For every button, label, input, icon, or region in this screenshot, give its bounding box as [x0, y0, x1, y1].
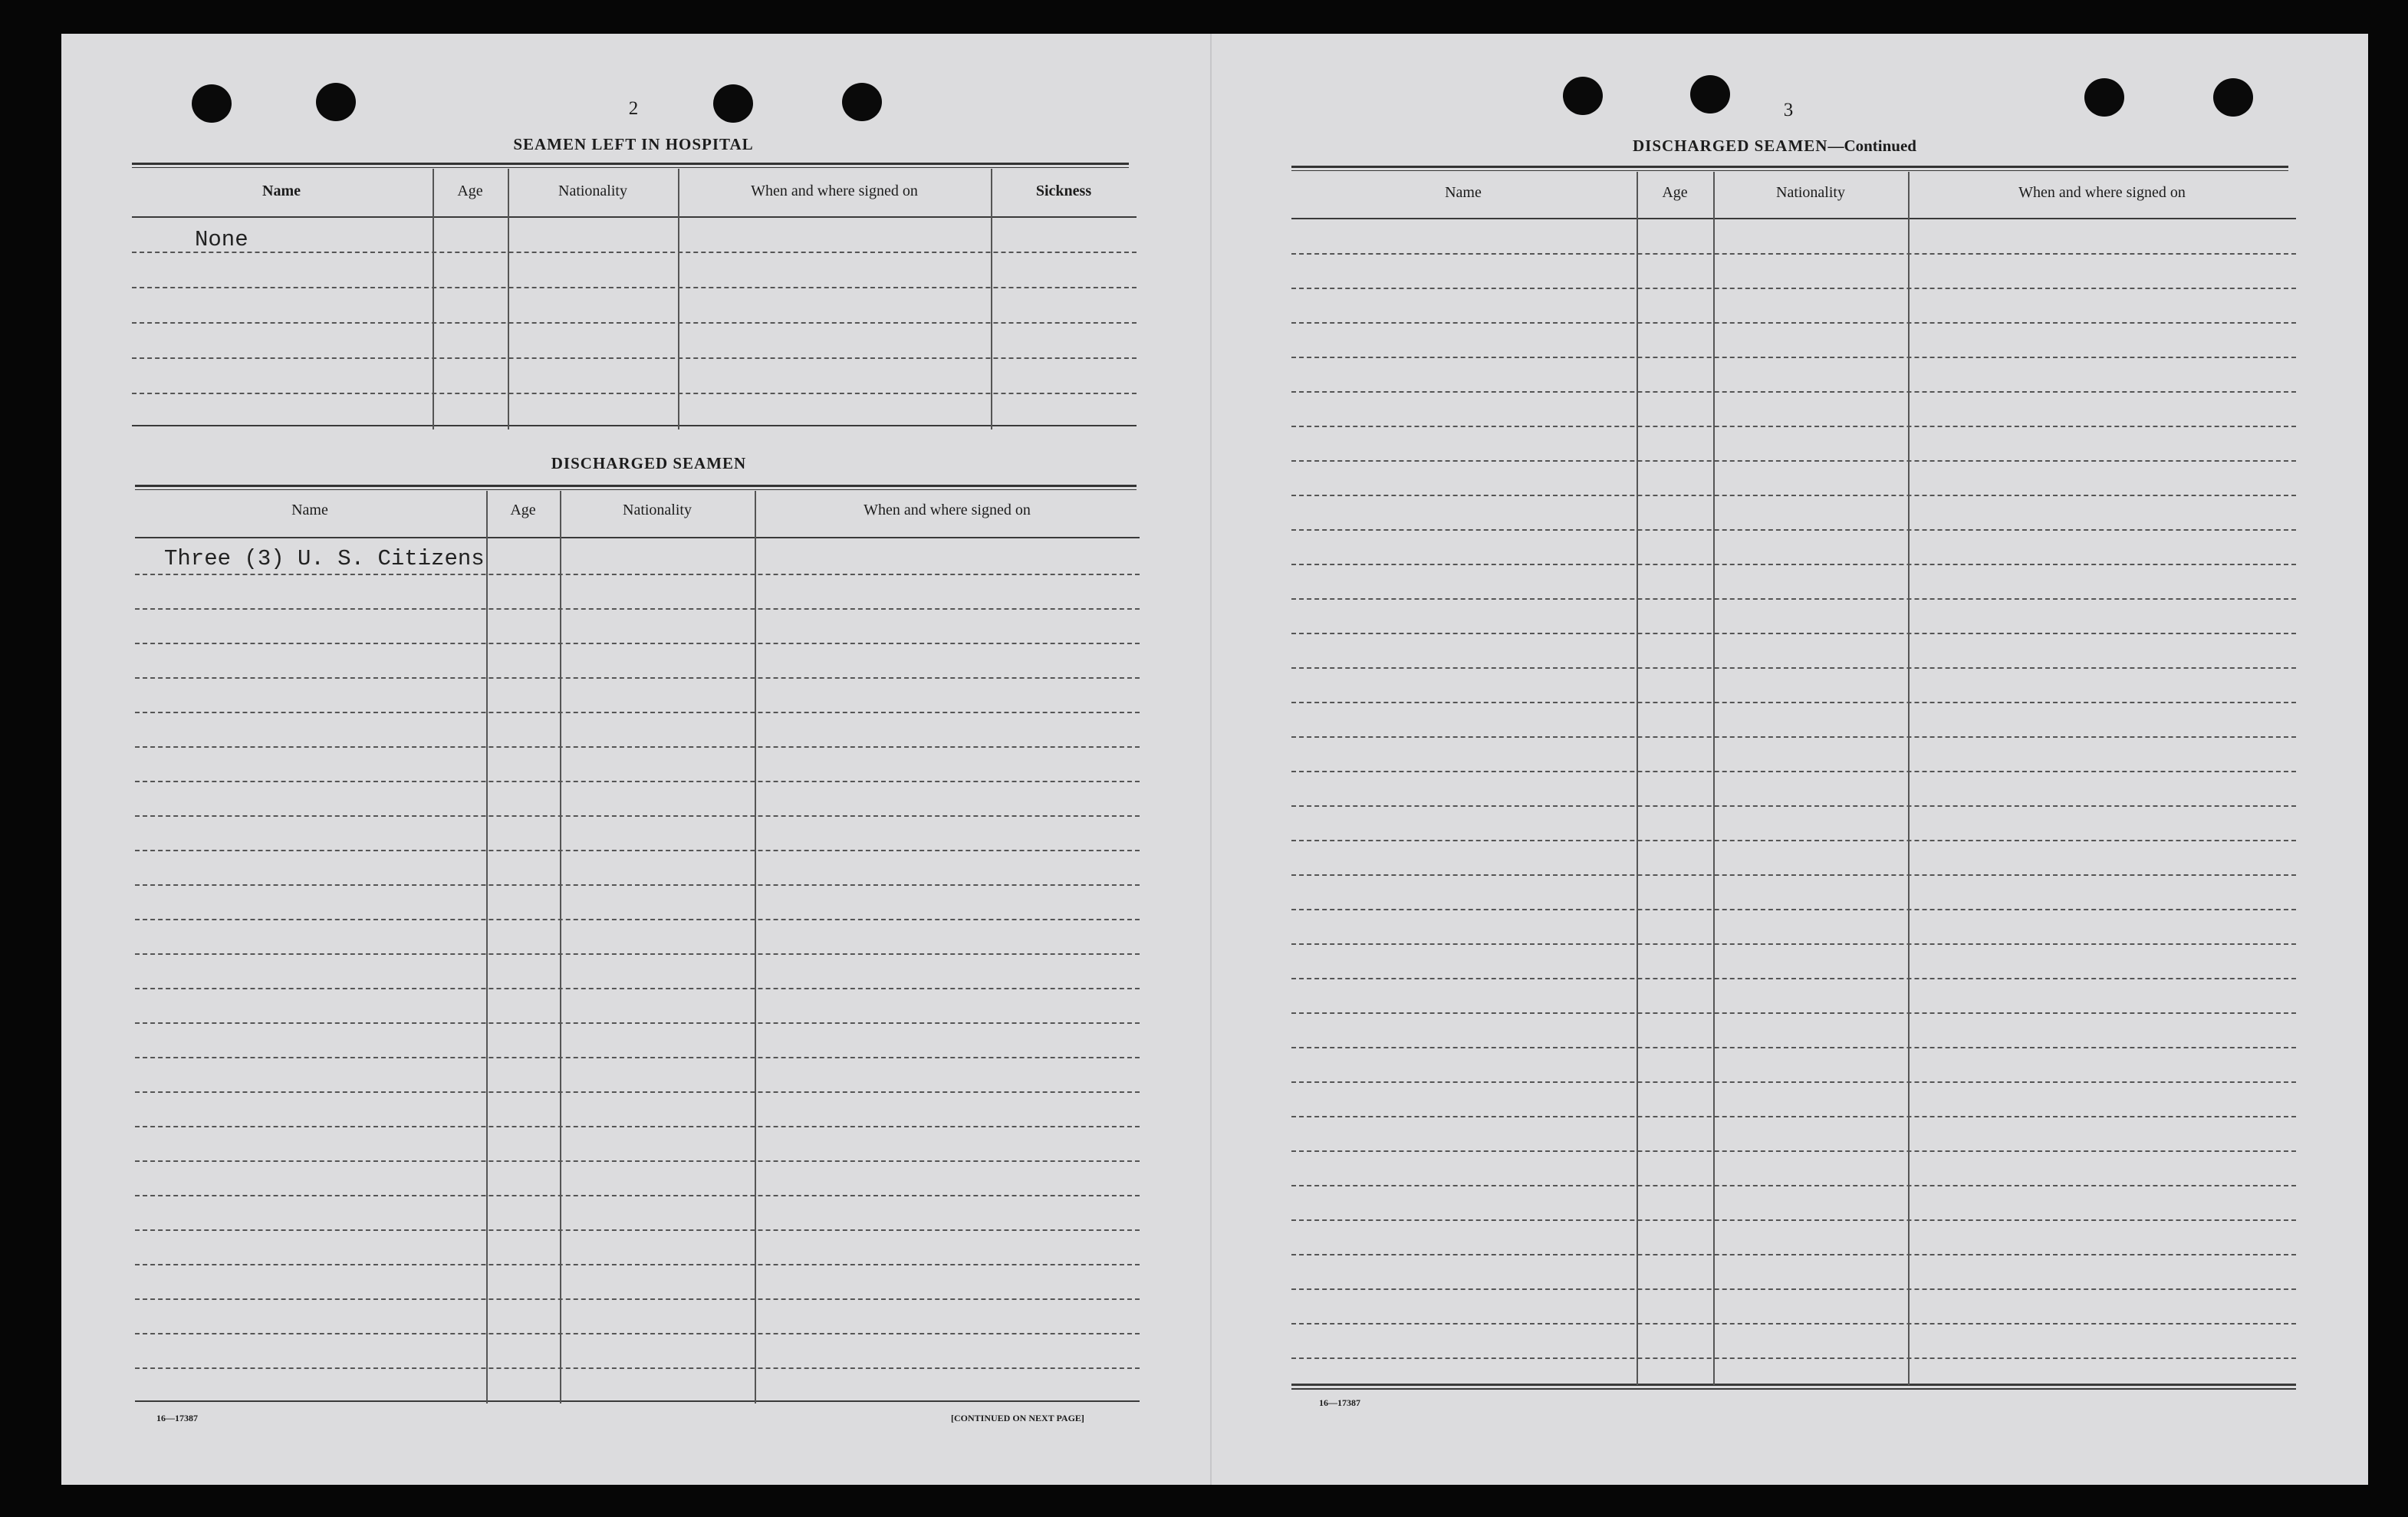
discharged-header-rule	[135, 485, 1137, 490]
column-header-signed-on: When and where signed on	[751, 183, 918, 199]
table-row	[135, 1160, 1140, 1162]
table-row	[1291, 322, 2296, 324]
hospital-section-title: SEAMEN LEFT IN HOSPITAL	[513, 135, 754, 153]
column-header-nationality: Nationality	[623, 502, 692, 518]
table-row	[135, 953, 1140, 955]
hospital-table	[132, 169, 1137, 433]
column-header-signed-on: When and where signed on	[2018, 184, 2186, 201]
column-header-name: Name	[291, 502, 328, 518]
table-row	[1291, 805, 2296, 807]
table-row	[132, 287, 1137, 288]
table-row	[1291, 978, 2296, 979]
column-divider	[1637, 172, 1638, 1385]
table-row	[1291, 1081, 2296, 1083]
column-header-age: Age	[1662, 184, 1688, 201]
header-underline	[1291, 218, 2296, 219]
table-row	[135, 850, 1140, 851]
table-row	[1291, 771, 2296, 772]
table-row	[132, 393, 1137, 394]
punch-hole	[192, 84, 232, 123]
header-underline	[132, 216, 1137, 218]
column-divider	[755, 491, 756, 1403]
column-header-name: Name	[262, 183, 301, 199]
column-header-signed-on: When and where signed on	[864, 502, 1031, 518]
table-row	[135, 712, 1140, 713]
title-suffix: —Continued	[1827, 137, 1916, 155]
table-row	[1291, 426, 2296, 427]
punch-hole	[713, 84, 753, 123]
punch-hole	[316, 83, 356, 121]
form-number-left: 16—17387	[156, 1413, 198, 1423]
table-row	[135, 1126, 1140, 1127]
discharged-entry-text: Three (3) U. S. Citizens	[164, 546, 485, 571]
punch-hole	[2084, 78, 2124, 117]
punch-hole	[2213, 78, 2253, 117]
table-row	[135, 1229, 1140, 1231]
form-number-right: 16—17387	[1319, 1397, 1360, 1408]
table-row	[1291, 909, 2296, 910]
column-divider	[1713, 172, 1715, 1385]
table-row	[135, 815, 1140, 817]
table-row	[135, 1264, 1140, 1265]
title-main: DISCHARGED SEAMEN	[1633, 137, 1828, 155]
table-row	[1291, 598, 2296, 600]
table-row	[132, 357, 1137, 359]
table-row	[135, 1298, 1140, 1300]
table-bottom-rule	[1291, 1388, 2296, 1390]
table-row	[1291, 840, 2296, 841]
table-row	[135, 1022, 1140, 1024]
column-divider	[486, 491, 488, 1403]
table-row	[1291, 633, 2296, 634]
table-row	[1291, 702, 2296, 703]
punch-hole	[842, 83, 882, 121]
column-divider	[1908, 172, 1910, 1385]
column-header-age: Age	[457, 183, 483, 199]
table-row	[135, 643, 1140, 644]
table-row	[1291, 460, 2296, 462]
table-row	[135, 781, 1140, 782]
table-row	[135, 919, 1140, 920]
table-row	[1291, 1254, 2296, 1255]
column-divider	[508, 169, 509, 429]
table-row	[135, 1333, 1140, 1334]
table-row	[1291, 943, 2296, 945]
table-row	[1291, 1047, 2296, 1048]
continued-note: [CONTINUED ON NEXT PAGE]	[951, 1413, 1084, 1423]
table-bottom-rule	[135, 1400, 1140, 1402]
table-row	[1291, 564, 2296, 565]
column-divider	[991, 169, 992, 429]
continued-header-rule	[1291, 166, 2288, 171]
table-row	[1291, 874, 2296, 876]
table-row	[135, 1195, 1140, 1196]
table-row	[1291, 357, 2296, 358]
discharged-continued-table	[1291, 172, 2296, 1399]
punch-hole	[1690, 75, 1730, 114]
table-row	[1291, 391, 2296, 393]
header-underline	[135, 537, 1140, 538]
column-header-age: Age	[510, 502, 536, 518]
table-row	[135, 988, 1140, 989]
table-bottom-rule	[1291, 1384, 2296, 1386]
table-row	[1291, 253, 2296, 255]
table-row	[1291, 1012, 2296, 1014]
table-row	[1291, 1357, 2296, 1359]
table-bottom-rule	[132, 425, 1137, 426]
table-row	[135, 1091, 1140, 1093]
column-divider	[678, 169, 679, 429]
column-header-sickness: Sickness	[1035, 183, 1092, 199]
column-divider	[433, 169, 434, 429]
page-number-right: 3	[1783, 100, 1794, 120]
table-row	[1291, 288, 2296, 289]
table-row	[1291, 1116, 2296, 1117]
table-row	[135, 608, 1140, 610]
table-row	[135, 746, 1140, 748]
page-fold	[1210, 34, 1212, 1485]
table-row	[1291, 1150, 2296, 1152]
column-divider	[560, 491, 561, 1403]
column-header-name: Name	[1445, 184, 1482, 201]
table-row	[132, 252, 1137, 253]
discharged-section-title: DISCHARGED SEAMEN	[551, 454, 747, 472]
table-row	[132, 322, 1137, 324]
hospital-entry-text: None	[195, 227, 248, 252]
discharged-continued-title	[1544, 137, 2005, 156]
table-row	[1291, 667, 2296, 669]
table-row	[1291, 1185, 2296, 1186]
table-row	[1291, 1219, 2296, 1221]
page-number-left: 2	[628, 98, 639, 119]
punch-hole	[1563, 77, 1603, 115]
table-row	[135, 574, 1140, 575]
table-row	[135, 884, 1140, 886]
table-row	[135, 1057, 1140, 1058]
table-row	[1291, 736, 2296, 738]
table-row	[1291, 1288, 2296, 1290]
column-header-nationality: Nationality	[1776, 184, 1845, 201]
discharged-table	[135, 491, 1140, 1411]
table-row	[1291, 529, 2296, 531]
table-row	[1291, 1323, 2296, 1324]
hospital-header-rule	[132, 163, 1129, 168]
column-header-nationality: Nationality	[558, 183, 627, 199]
table-row	[1291, 495, 2296, 496]
table-row	[135, 677, 1140, 679]
table-row	[135, 1367, 1140, 1369]
